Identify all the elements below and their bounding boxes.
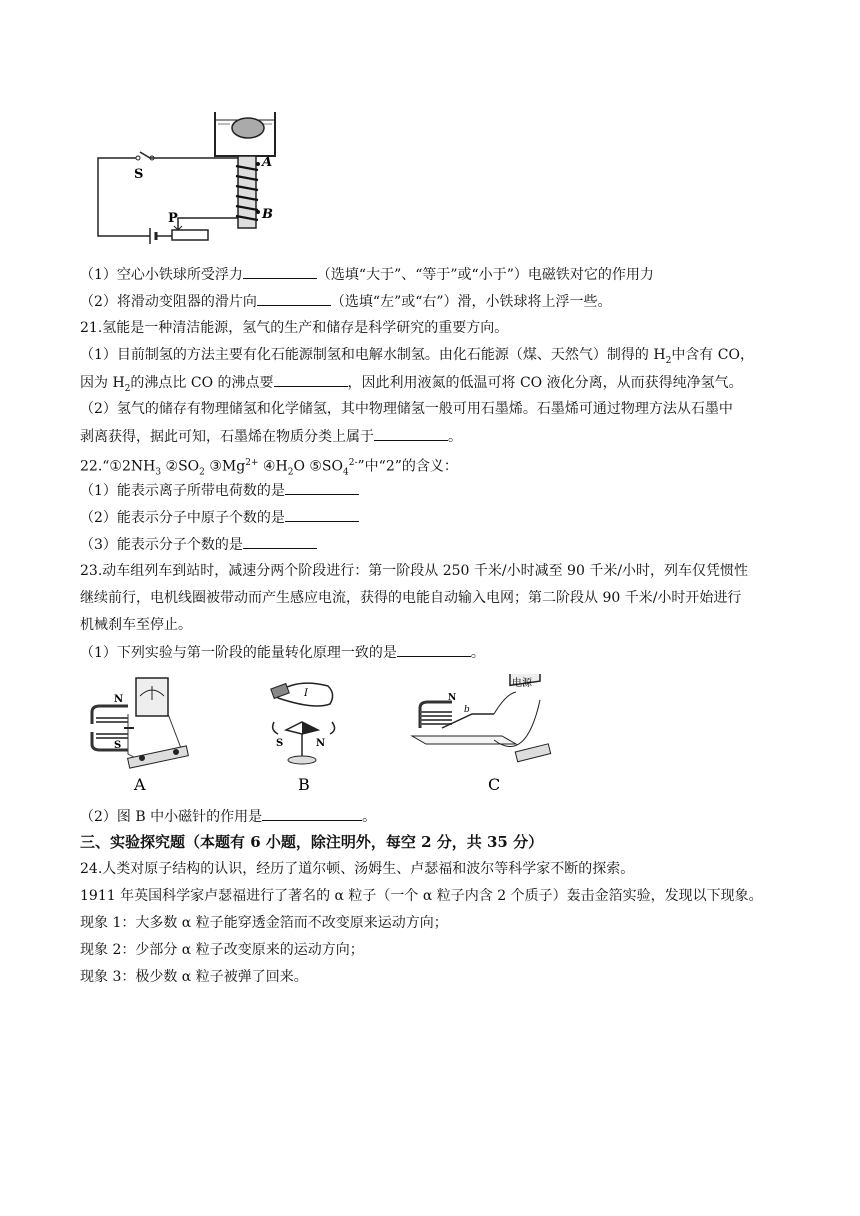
q23-part2: （2）图 B 中小磁针的作用是 。 [80,806,376,827]
q21-part1-line2: 因为 $H_2$的沸点比 CO 的沸点要 ，因此利用液氮的低温可将 CO 液化分离，从而获得纯净氢气。 [80,372,743,399]
q22-part1: （1）能表示离子所带电荷数的是 [80,480,359,501]
svg-text:电源: 电源 [512,678,532,689]
label-a: A [262,155,273,170]
svg-text:N: N [448,693,457,703]
label-c: C [488,775,501,794]
experiment-figure-b [258,674,368,796]
q22-part3: （3）能表示分子个数的是 [80,534,317,555]
q24-line4: 现象 2：少部分 α 粒子改变原来的运动方向； [80,942,364,958]
svg-text:N: N [114,694,124,705]
svg-text:N: N [316,738,326,749]
answer-blank[interactable] [285,480,359,495]
electromagnet-circuit-figure [90,108,290,248]
svg-text:b: b [464,705,470,715]
q23-line3: 机械刹车至停止。 [80,617,192,633]
experiment-figure-c [406,674,556,796]
answer-blank[interactable] [397,642,471,657]
label-b: B [262,207,273,222]
q23-line1: 23.动车组列车到站时，减速分两个阶段进行：第一阶段从 250 千米/小时减至 90 千米/小时，列车仅凭惯性 [80,563,749,579]
q20-part2: （2）将滑动变阻器的滑片向 （选填“左”或“右”）滑，小铁球将上浮一些。 [80,291,612,312]
label-b: B [298,775,310,794]
q24-line1: 24.人类对原子结构的认识，经历了道尔顿、汤姆生、卢瑟福和波尔等科学家不断的探索。 [80,861,635,877]
q21-stem: 21.氢能是一种清洁能源，氢气的生产和储存是科学研究的重要方向。 [80,320,509,336]
q20-part1: （1）空心小铁球所受浮力 （选填“大于”、“等于”或“小于”）电磁铁对它的作用力 [80,264,654,285]
answer-blank[interactable] [262,806,362,821]
answer-blank[interactable] [257,291,331,306]
answer-blank[interactable] [285,507,359,522]
experiment-figure-a [88,674,198,796]
svg-text:S: S [114,740,122,751]
q23-part1: （1）下列实验与第一阶段的能量转化原理一致的是 。 [80,642,485,663]
section-title: 三、实验探究题（本题有 6 小题，除注明外，每空 2 分，共 35 分） [80,833,544,851]
q22-stem: $22.“①2NH_3$ $②SO_2$ $③Mg^{2+}$ $④H_2O$ $⑤SO_4^{2-}$”中“2”的含义： [80,458,458,478]
answer-blank[interactable] [274,372,348,387]
q24-line5: 现象 3：极少数 α 粒子被弹了回来。 [80,969,308,985]
q23-line2: 继续前行，电机线圈被带动而产生感应电流，获得的电能自动输入电网；第二阶段从 90 千米/小时开始进行 [80,590,742,606]
iron-ball [232,118,264,138]
label-s: S [134,167,144,182]
label-a: A [134,775,146,794]
q21-part2-line2: 剥离获得，据此可知，石墨烯在物质分类上属于 。 [80,426,462,447]
q21-part1-line1: （1）目前制氢的方法主要有化石能源制氢和电解水制氢。由化石能源（煤、天然气）制得的 $H_2$中含有 CO， [80,347,754,366]
q24-line3: 现象 1：大多数 α 粒子能穿透金箔而不改变原来运动方向； [80,915,448,931]
answer-blank[interactable] [374,426,448,441]
label-p: P [168,211,178,226]
answer-blank[interactable] [243,534,317,549]
svg-text:I: I [304,688,308,699]
q24-line2: 1911 年英国科学家卢瑟福进行了著名的 α 粒子（一个 α 粒子内含 2 个质子）轰击金箔实验，发现以下现象。 [80,888,763,904]
answer-blank[interactable] [243,264,317,279]
q22-part2: （2）能表示分子中原子个数的是 [80,507,359,528]
q21-part2-line1: （2）氢气的储存有物理储氢和化学储氢，其中物理储氢一般可用石墨烯。石墨烯可通过物理方法从石墨中 [80,401,733,417]
svg-text:S: S [276,738,284,749]
